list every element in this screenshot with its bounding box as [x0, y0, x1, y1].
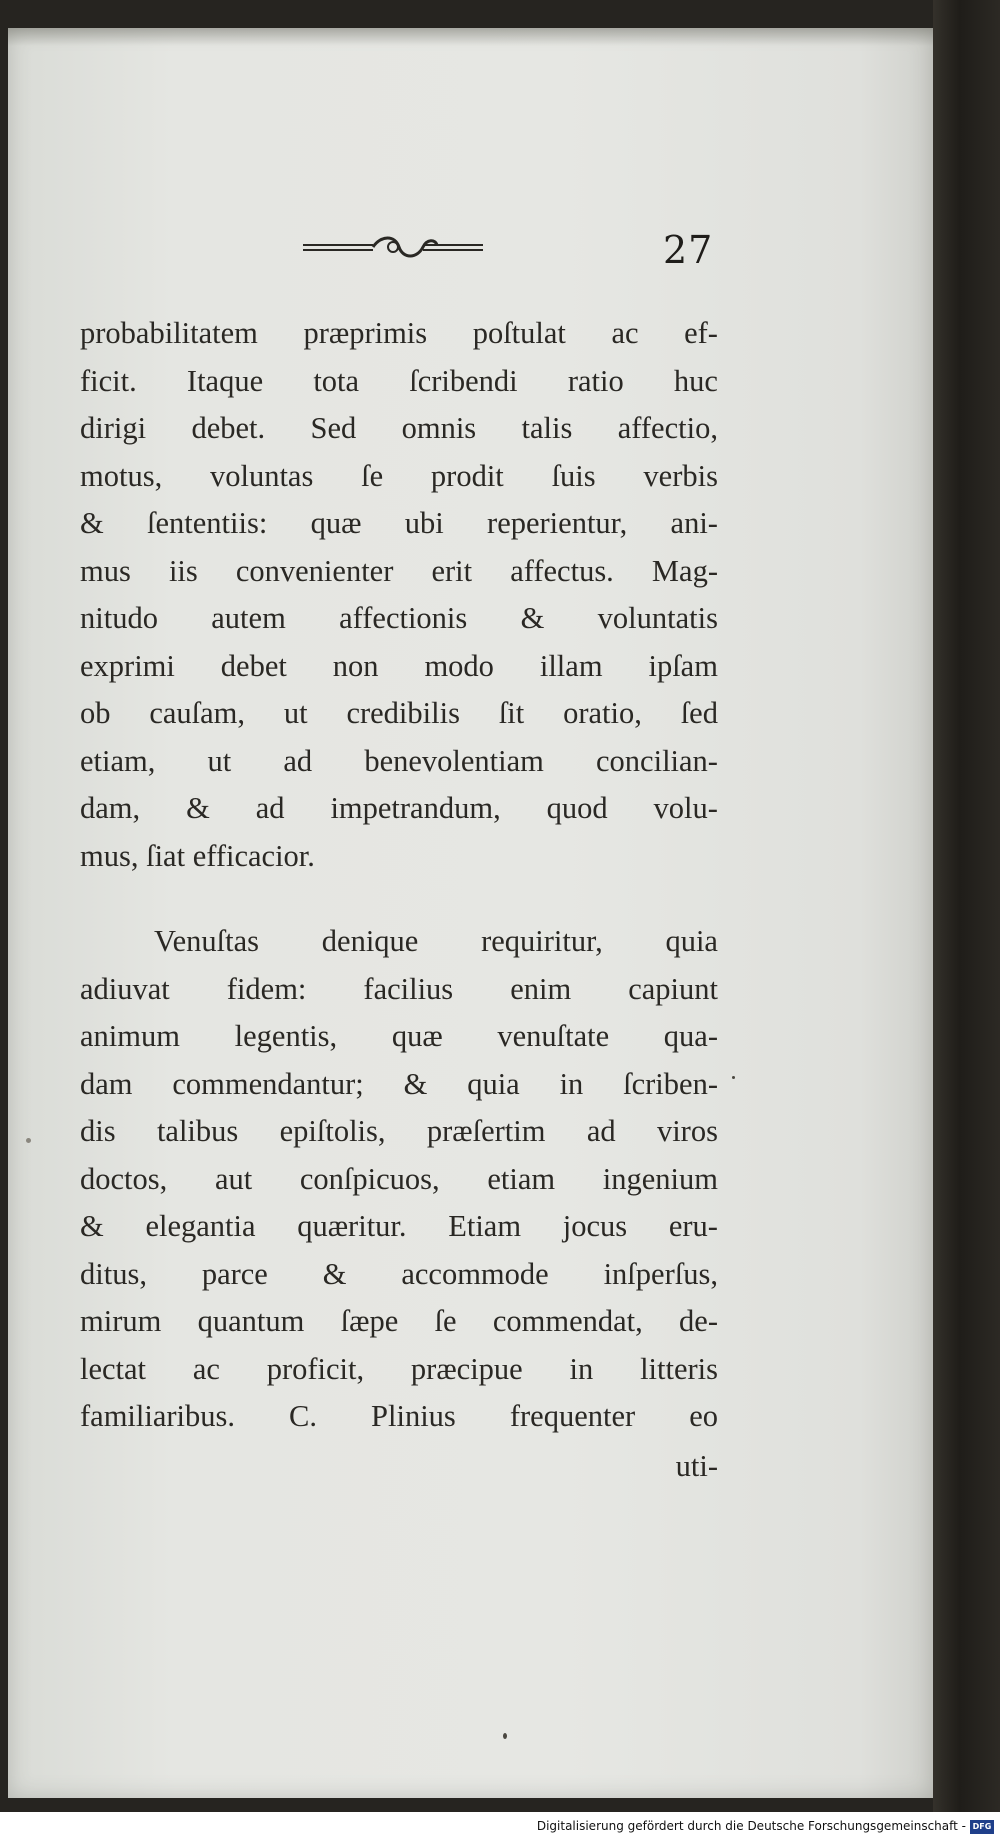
text-line: animum legentis, quæ venuſtate qua-: [80, 1019, 718, 1053]
text-line: ob cauſam, ut credibilis ſit oratio, ſed: [80, 696, 718, 730]
header-ornament-icon: [303, 233, 483, 263]
text-line: probabilitatem præprimis poſtulat ac ef-: [80, 316, 718, 350]
book-page: [8, 28, 933, 1798]
text-line: ditus, parce & accommode inſperſus,: [80, 1256, 718, 1291]
text-line: familiaribus. C. Plinius frequenter eo: [80, 1399, 718, 1433]
text-line: ficit. Itaque tota ſcribendi ratio huc: [80, 363, 718, 398]
paper-speck: [26, 1138, 31, 1143]
text-line: dirigi debet. Sed omnis talis affectio,: [80, 411, 718, 445]
catchword: uti-: [675, 1449, 718, 1483]
attribution-text: Digitalisierung gefördert durch die Deutsche Forschungsgemeinschaft -: [536, 1819, 966, 1833]
text-line: dis talibus epiſtolis, præſertim ad viros: [80, 1114, 718, 1148]
text-line: & elegantia quæritur. Etiam jocus eru-: [80, 1209, 718, 1243]
paper-speck: [503, 1733, 507, 1739]
paragraph-2: [80, 918, 718, 1441]
text-line: lectat ac proficit, præcipue in litteris: [80, 1351, 718, 1386]
paper-speck: [732, 1076, 735, 1079]
page-number: 27: [663, 228, 714, 272]
text-line: mus, ſiat efficacior.: [80, 838, 315, 873]
attribution-footer: [0, 1812, 1000, 1842]
dfg-logo: DFG: [970, 1820, 994, 1834]
paragraph-1: [80, 310, 718, 880]
text-line: mirum quantum ſæpe ſe commendat, de-: [80, 1304, 718, 1338]
text-line: mus iis convenienter erit affectus. Mag-: [80, 553, 718, 588]
text-line: doctos, aut conſpicuos, etiam ingenium: [80, 1161, 718, 1196]
text-line: Venuſtas denique requiritur, quia: [154, 924, 718, 958]
text-line: dam commendantur; & quia in ſcriben-: [80, 1066, 718, 1101]
text-line: adiuvat fidem: facilius enim capiunt: [80, 971, 718, 1006]
text-line: etiam, ut ad benevolentiam concilian-: [80, 743, 718, 778]
text-line: nitudo autem affectionis & voluntatis: [80, 601, 718, 635]
text-line: dam, & ad impetrandum, quod volu-: [80, 791, 718, 825]
text-line: & ſententiis: quæ ubi reperientur, ani-: [80, 506, 718, 540]
book-edge-background: [933, 0, 1000, 1812]
text-line: motus, voluntas ſe prodit ſuis verbis: [80, 458, 718, 493]
page-top-shadow: [8, 28, 933, 46]
text-line: exprimi debet non modo illam ipſam: [80, 648, 718, 683]
